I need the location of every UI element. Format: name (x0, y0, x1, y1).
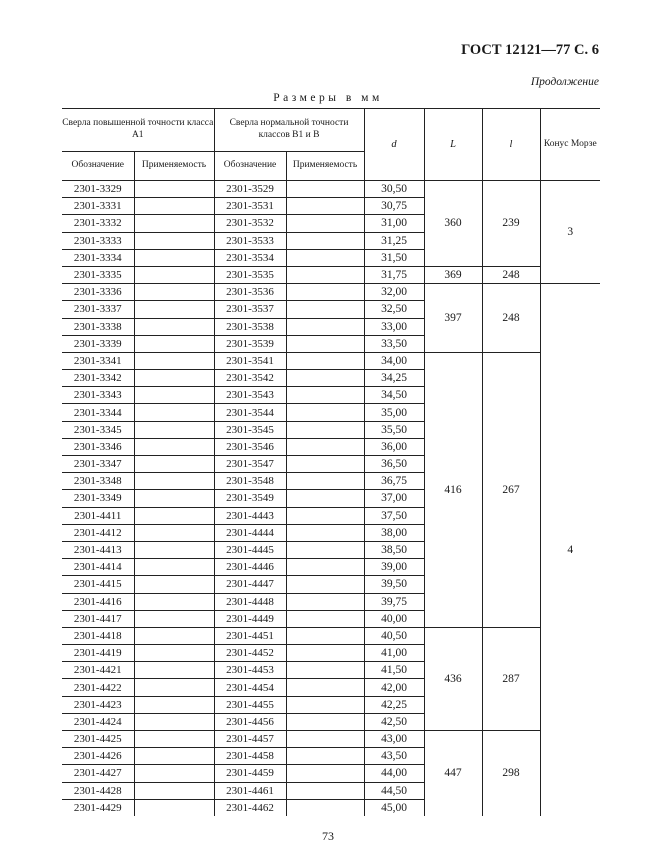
designation-b-cell: 2301-3531 (214, 198, 286, 215)
drill-dimensions-table (62, 108, 600, 816)
designation-a1-cell: 2301-3341 (62, 352, 134, 369)
applicability-a1-cell (134, 782, 214, 799)
length-l-cell: 267 (482, 352, 540, 627)
page-number: 73 (322, 829, 334, 843)
applicability-b-cell (286, 318, 364, 335)
designation-b-cell: 2301-4451 (214, 627, 286, 644)
applicability-b-cell (286, 696, 364, 713)
diameter-cell: 40,50 (364, 627, 424, 644)
applicability-a1-cell (134, 352, 214, 369)
designation-b-cell: 2301-3545 (214, 421, 286, 438)
designation-a1-cell: 2301-3336 (62, 284, 134, 301)
length-L-cell: 360 (424, 181, 482, 267)
designation-a1-cell: 2301-4427 (62, 765, 134, 782)
designation-a1-cell: 2301-4424 (62, 713, 134, 730)
header-designation-b: Обозначение (214, 152, 286, 181)
designation-b-cell: 2301-4445 (214, 541, 286, 558)
designation-a1-cell: 2301-3347 (62, 456, 134, 473)
applicability-a1-cell (134, 421, 214, 438)
document-title: ГОСТ 12121—77 С. 6 (461, 42, 599, 58)
designation-b-cell: 2301-4461 (214, 782, 286, 799)
applicability-b-cell (286, 645, 364, 662)
table-body (62, 181, 600, 816)
applicability-a1-cell (134, 473, 214, 490)
designation-b-cell: 2301-3538 (214, 318, 286, 335)
designation-b-cell: 2301-4446 (214, 559, 286, 576)
designation-a1-cell: 2301-4421 (62, 662, 134, 679)
applicability-b-cell (286, 404, 364, 421)
applicability-a1-cell (134, 198, 214, 215)
applicability-a1-cell (134, 249, 214, 266)
applicability-b-cell (286, 249, 364, 266)
length-L-cell: 447 (424, 731, 482, 816)
applicability-b-cell (286, 541, 364, 558)
diameter-cell: 31,00 (364, 215, 424, 232)
header-l: l (482, 109, 540, 181)
designation-b-cell: 2301-3535 (214, 266, 286, 283)
applicability-a1-cell (134, 318, 214, 335)
diameter-cell: 34,25 (364, 370, 424, 387)
applicability-a1-cell (134, 696, 214, 713)
designation-a1-cell: 2301-3342 (62, 370, 134, 387)
designation-a1-cell: 2301-4418 (62, 627, 134, 644)
applicability-a1-cell (134, 284, 214, 301)
designation-b-cell: 2301-3547 (214, 456, 286, 473)
length-l-cell: 239 (482, 181, 540, 267)
diameter-cell: 30,50 (364, 181, 424, 198)
designation-a1-cell: 2301-3337 (62, 301, 134, 318)
applicability-b-cell (286, 799, 364, 816)
designation-b-cell: 2301-3529 (214, 181, 286, 198)
header-L: L (424, 109, 482, 181)
applicability-b-cell (286, 198, 364, 215)
applicability-a1-cell (134, 335, 214, 352)
applicability-a1-cell (134, 456, 214, 473)
applicability-b-cell (286, 748, 364, 765)
designation-a1-cell: 2301-3339 (62, 335, 134, 352)
header-group-a1: Сверла повышенной точности класса А1 (62, 109, 214, 152)
applicability-a1-cell (134, 679, 214, 696)
designation-b-cell: 2301-3546 (214, 438, 286, 455)
designation-a1-cell: 2301-4422 (62, 679, 134, 696)
diameter-cell: 38,50 (364, 541, 424, 558)
designation-a1-cell: 2301-4429 (73, 801, 122, 814)
designation-b-cell: 2301-3543 (214, 387, 286, 404)
applicability-b-cell (286, 662, 364, 679)
length-L-cell: 397 (424, 284, 482, 353)
length-l-cell: 248 (482, 284, 540, 353)
diameter-cell: 37,00 (364, 490, 424, 507)
diameter-cell: 40,00 (364, 610, 424, 627)
diameter-cell: 31,25 (364, 232, 424, 249)
diameter-cell: 30,75 (364, 198, 424, 215)
diameter-cell: 41,00 (364, 645, 424, 662)
applicability-a1-cell (134, 232, 214, 249)
designation-b-cell: 2301-3537 (214, 301, 286, 318)
applicability-a1-cell (134, 507, 214, 524)
diameter-cell: 33,00 (364, 318, 424, 335)
diameter-cell: 31,50 (364, 249, 424, 266)
designation-b-cell: 2301-4444 (214, 524, 286, 541)
applicability-b-cell (286, 284, 364, 301)
designation-b-cell: 2301-4448 (214, 593, 286, 610)
designation-a1-cell: 2301-4415 (62, 576, 134, 593)
diameter-cell: 36,75 (364, 473, 424, 490)
applicability-a1-cell (134, 524, 214, 541)
designation-a1-cell: 2301-3348 (62, 473, 134, 490)
applicability-a1-cell (134, 731, 214, 748)
applicability-b-cell (286, 610, 364, 627)
designation-a1-cell: 2301-4428 (62, 782, 134, 799)
designation-a1-cell: 2301-4414 (62, 559, 134, 576)
designation-a1-cell: 2301-4425 (62, 731, 134, 748)
diameter-cell: 36,00 (364, 438, 424, 455)
applicability-b-cell (286, 387, 364, 404)
applicability-a1-cell (134, 627, 214, 644)
applicability-b-cell (286, 627, 364, 644)
applicability-b-cell (286, 593, 364, 610)
designation-b-cell: 2301-3548 (214, 473, 286, 490)
designation-a1-cell: 2301-3333 (62, 232, 134, 249)
designation-b-cell: 2301-3549 (214, 490, 286, 507)
designation-b-cell: 2301-4447 (214, 576, 286, 593)
designation-b-cell: 2301-3532 (214, 215, 286, 232)
applicability-b-cell (286, 524, 364, 541)
header-d: d (364, 109, 424, 181)
designation-b-cell: 2301-4454 (214, 679, 286, 696)
diameter-cell: 34,50 (364, 387, 424, 404)
sizes-caption: Размеры в мм (273, 92, 383, 104)
diameter-cell: 36,50 (364, 456, 424, 473)
designation-a1-cell: 2301-3344 (62, 404, 134, 421)
designation-b-cell: 2301-4457 (214, 731, 286, 748)
designation-a1-cell: 2301-4411 (62, 507, 134, 524)
diameter-cell: 33,50 (364, 335, 424, 352)
designation-a1-cell: 2301-4419 (62, 645, 134, 662)
designation-a1-cell: 2301-3349 (62, 490, 134, 507)
applicability-b-cell (286, 679, 364, 696)
applicability-a1-cell (134, 799, 214, 816)
applicability-b-cell (286, 713, 364, 730)
diameter-cell: 32,00 (364, 284, 424, 301)
diameter-cell: 45,00 (364, 799, 424, 816)
header-group-b: Сверла нормальной точности классов В1 и В (214, 109, 364, 152)
applicability-b-cell (286, 352, 364, 369)
designation-b-cell: 2301-4455 (214, 696, 286, 713)
designation-b-cell: 2301-3542 (214, 370, 286, 387)
applicability-b-cell (286, 335, 364, 352)
morse-cone-cell: 3 (540, 181, 600, 284)
designation-b-cell: 2301-4443 (214, 507, 286, 524)
diameter-cell: 42,50 (364, 713, 424, 730)
length-L-cell: 436 (424, 627, 482, 730)
designation-b-cell: 2301-3534 (214, 249, 286, 266)
applicability-b-cell (286, 301, 364, 318)
continuation-label: Продолжение (530, 76, 599, 88)
applicability-a1-cell (134, 593, 214, 610)
applicability-b-cell (286, 473, 364, 490)
applicability-a1-cell (134, 610, 214, 627)
applicability-b-cell (286, 438, 364, 455)
designation-a1-cell: 2301-3345 (62, 421, 134, 438)
diameter-cell: 31,75 (364, 266, 424, 283)
designation-a1-cell: 2301-4426 (62, 748, 134, 765)
designation-b-cell: 2301-4462 (214, 799, 286, 816)
table-row (62, 266, 600, 283)
applicability-b-cell (286, 215, 364, 232)
table-row (62, 284, 600, 301)
table-row (62, 352, 600, 369)
designation-a1-cell: 2301-3332 (62, 215, 134, 232)
applicability-a1-cell (134, 266, 214, 283)
designation-b-cell: 2301-4458 (214, 748, 286, 765)
diameter-cell: 35,00 (364, 404, 424, 421)
applicability-b-cell (286, 232, 364, 249)
table-row (62, 181, 600, 198)
diameter-cell: 39,50 (364, 576, 424, 593)
length-l-cell: 287 (482, 627, 540, 730)
designation-a1-cell: 2301-3335 (62, 266, 134, 283)
applicability-b-cell (286, 559, 364, 576)
diameter-cell: 43,50 (364, 748, 424, 765)
diameter-cell: 37,50 (364, 507, 424, 524)
designation-a1-cell: 2301-3334 (62, 249, 134, 266)
header-morse-cone: Конус Морзе (540, 109, 600, 181)
length-L-cell: 369 (424, 266, 482, 283)
diameter-cell: 39,75 (364, 593, 424, 610)
diameter-cell: 42,25 (364, 696, 424, 713)
length-L-cell: 416 (424, 352, 482, 627)
applicability-a1-cell (134, 713, 214, 730)
applicability-a1-cell (134, 645, 214, 662)
applicability-b-cell (286, 765, 364, 782)
designation-a1-cell: 2301-4417 (62, 610, 134, 627)
designation-a1-cell: 2301-4413 (62, 541, 134, 558)
applicability-b-cell (286, 731, 364, 748)
designation-b-cell: 2301-3544 (214, 404, 286, 421)
header-applicability-b: Применяемость (286, 152, 364, 181)
designation-b-cell: 2301-4459 (214, 765, 286, 782)
applicability-a1-cell (134, 370, 214, 387)
diameter-cell: 38,00 (364, 524, 424, 541)
header-applicability-a1: Применяемость (134, 152, 214, 181)
applicability-a1-cell (134, 404, 214, 421)
applicability-a1-cell (134, 438, 214, 455)
designation-b-cell: 2301-3541 (214, 352, 286, 369)
applicability-b-cell (286, 782, 364, 799)
applicability-b-cell (286, 181, 364, 198)
designation-b-cell: 2301-4449 (214, 610, 286, 627)
length-l-cell: 298 (482, 731, 540, 816)
designation-a1-cell: 2301-3329 (62, 181, 134, 198)
diameter-cell: 39,00 (364, 559, 424, 576)
designation-b-cell: 2301-4453 (214, 662, 286, 679)
morse-cone-cell: 4 (540, 284, 600, 816)
diameter-cell: 42,00 (364, 679, 424, 696)
applicability-a1-cell (134, 387, 214, 404)
applicability-a1-cell (134, 748, 214, 765)
designation-b-cell: 2301-3536 (214, 284, 286, 301)
applicability-a1-cell (134, 301, 214, 318)
designation-b-cell: 2301-3533 (214, 232, 286, 249)
applicability-a1-cell (134, 490, 214, 507)
applicability-b-cell (286, 266, 364, 283)
designation-a1-cell: 2301-4412 (62, 524, 134, 541)
designation-b-cell: 2301-4452 (214, 645, 286, 662)
diameter-cell: 35,50 (364, 421, 424, 438)
diameter-cell: 34,00 (364, 352, 424, 369)
designation-a1-cell: 2301-4416 (62, 593, 134, 610)
applicability-b-cell (286, 421, 364, 438)
drill-table-container (62, 108, 600, 816)
designation-a1-cell: 2301-3331 (62, 198, 134, 215)
applicability-a1-cell (134, 541, 214, 558)
applicability-a1-cell (134, 215, 214, 232)
applicability-a1-cell (134, 181, 214, 198)
header-designation-a1: Обозначение (62, 152, 134, 181)
diameter-cell: 44,50 (364, 782, 424, 799)
designation-a1-cell: 2301-4423 (62, 696, 134, 713)
designation-a1-cell: 2301-3343 (62, 387, 134, 404)
applicability-b-cell (286, 370, 364, 387)
applicability-b-cell (286, 456, 364, 473)
table-row (62, 627, 600, 644)
applicability-b-cell (286, 490, 364, 507)
diameter-cell: 43,00 (364, 731, 424, 748)
designation-a1-cell: 2301-3346 (62, 438, 134, 455)
diameter-cell: 32,50 (364, 301, 424, 318)
designation-b-cell: 2301-3539 (214, 335, 286, 352)
applicability-a1-cell (134, 559, 214, 576)
length-l-cell: 248 (482, 266, 540, 283)
applicability-a1-cell (134, 662, 214, 679)
applicability-a1-cell (134, 576, 214, 593)
diameter-cell: 41,50 (364, 662, 424, 679)
applicability-a1-cell (134, 765, 214, 782)
applicability-b-cell (286, 507, 364, 524)
designation-b-cell: 2301-4456 (214, 713, 286, 730)
diameter-cell: 44,00 (364, 765, 424, 782)
applicability-b-cell (286, 576, 364, 593)
designation-a1-cell: 2301-3338 (62, 318, 134, 335)
table-row (62, 731, 600, 748)
